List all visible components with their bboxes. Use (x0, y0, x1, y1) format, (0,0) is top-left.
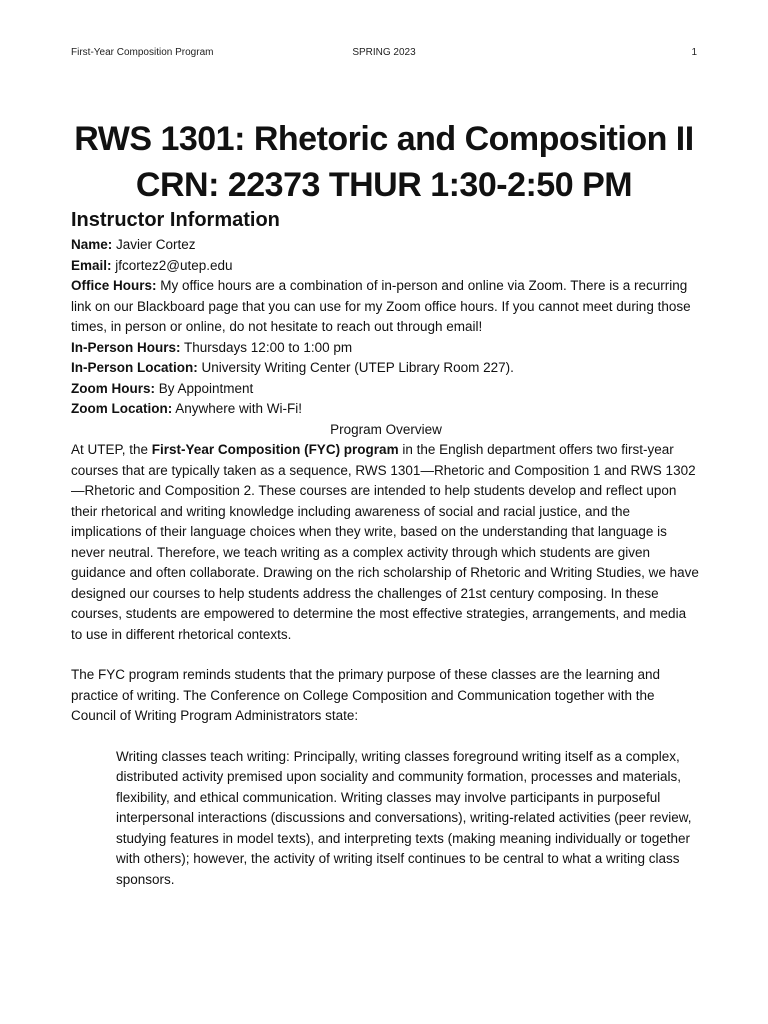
course-title: RWS 1301: Rhetoric and Composition II (74, 120, 694, 158)
zoom-hours-label: Zoom Hours: (71, 380, 155, 396)
zoom-location-row (71, 399, 701, 420)
overview-paragraph-2: The FYC program reminds students that the primary purpose of these classes are the learning and practice of writing. The Conference on College Composition and Communication together with the Council of Writing Program Administrators state: (71, 667, 661, 723)
zoom-location-label: Zoom Location: (71, 401, 173, 416)
in-person-location-label: In-Person Location: (71, 360, 198, 375)
in-person-location-value: University Writing Center (UTEP Library Room 227). (197, 360, 514, 375)
instructor-heading: Instructor Information (71, 209, 280, 231)
instructor-email-row (71, 256, 701, 277)
course-crn-schedule: CRN: 22373 THUR 1:30-2:50 PM (135, 166, 633, 204)
overview-paragraph-1 (71, 440, 701, 645)
fyc-program-name: First-Year Composition (FYC) program (151, 442, 399, 457)
header-page-number: 1 (691, 47, 697, 58)
name-value: Javier Cortez (112, 237, 196, 252)
in-person-location-row (71, 358, 701, 379)
office-hours-value: My office hours are a combination of in-person and online via Zoom. There is a recurring link on our Blackboard page that you can use for my Zoom office hours. If you cannot meet during those times, in person or online, do not hesitate to reach out through email! (71, 278, 691, 334)
zoom-location-value: Anywhere with Wi-Fi! (172, 401, 303, 416)
document-title (40, 116, 728, 208)
overview-paragraph-1-intro: At UTEP, the (71, 442, 152, 457)
zoom-hours-row (71, 379, 701, 400)
office-hours-row (71, 276, 701, 338)
instructor-name-row (71, 235, 701, 256)
cccc-quote: Writing classes teach writing: Principally, writing classes foreground writing itself as a complex, distributed activity premised upon sociality and community formation, processes and materials, flexibility, and ethical communication. Writing classes may involve participants in purposeful interpersonal interactions (discussions and conversations), writing-related activities (peer review, studying features in model texts), and interpreting texts (making meaning individually or together with others); however, the activity of writing itself continues to be central to what a writing class sponsors. (116, 748, 692, 887)
header-program-name: First-Year Composition Program (71, 47, 214, 58)
name-label: Name: (71, 237, 113, 252)
document-body (71, 207, 701, 890)
zoom-hours-value: By Appointment (155, 380, 254, 396)
email-label: Email: (71, 257, 112, 273)
overview-paragraph-1-rest: in the English department offers two first-year courses that are typically taken as a sequence, RWS 1301—Rhetoric and Composition 1 and RWS 1302—Rhetoric and Composition 2. These courses are intended to help students develop and reflect upon their rhetorical and writing knowledge including awareness of social and racial justice, and the implications of their language choices when they write, based on the understanding that language is never neutral. Therefore, we teach writing as a complex activity through which students are given guidance and often collaborate. Drawing on the rich scholarship of Rhetoric and Writing Studies, we have designed our courses to help students address the challenges of 21st century composing. In these courses, students are empowered to determine the most effective strategies, arrangements, and media to use in different rhetorical contexts. (71, 442, 699, 642)
in-person-hours-value: Thursdays 12:00 to 1:00 pm (180, 339, 353, 355)
page-header (71, 47, 697, 61)
header-term: SPRING 2023 (352, 47, 416, 58)
in-person-hours-row (71, 338, 701, 359)
office-hours-label: Office Hours: (71, 278, 157, 293)
in-person-hours-label: In-Person Hours: (71, 339, 181, 355)
email-value: jfcortez2@utep.edu (111, 257, 233, 273)
program-overview-heading: Program Overview (330, 421, 442, 437)
